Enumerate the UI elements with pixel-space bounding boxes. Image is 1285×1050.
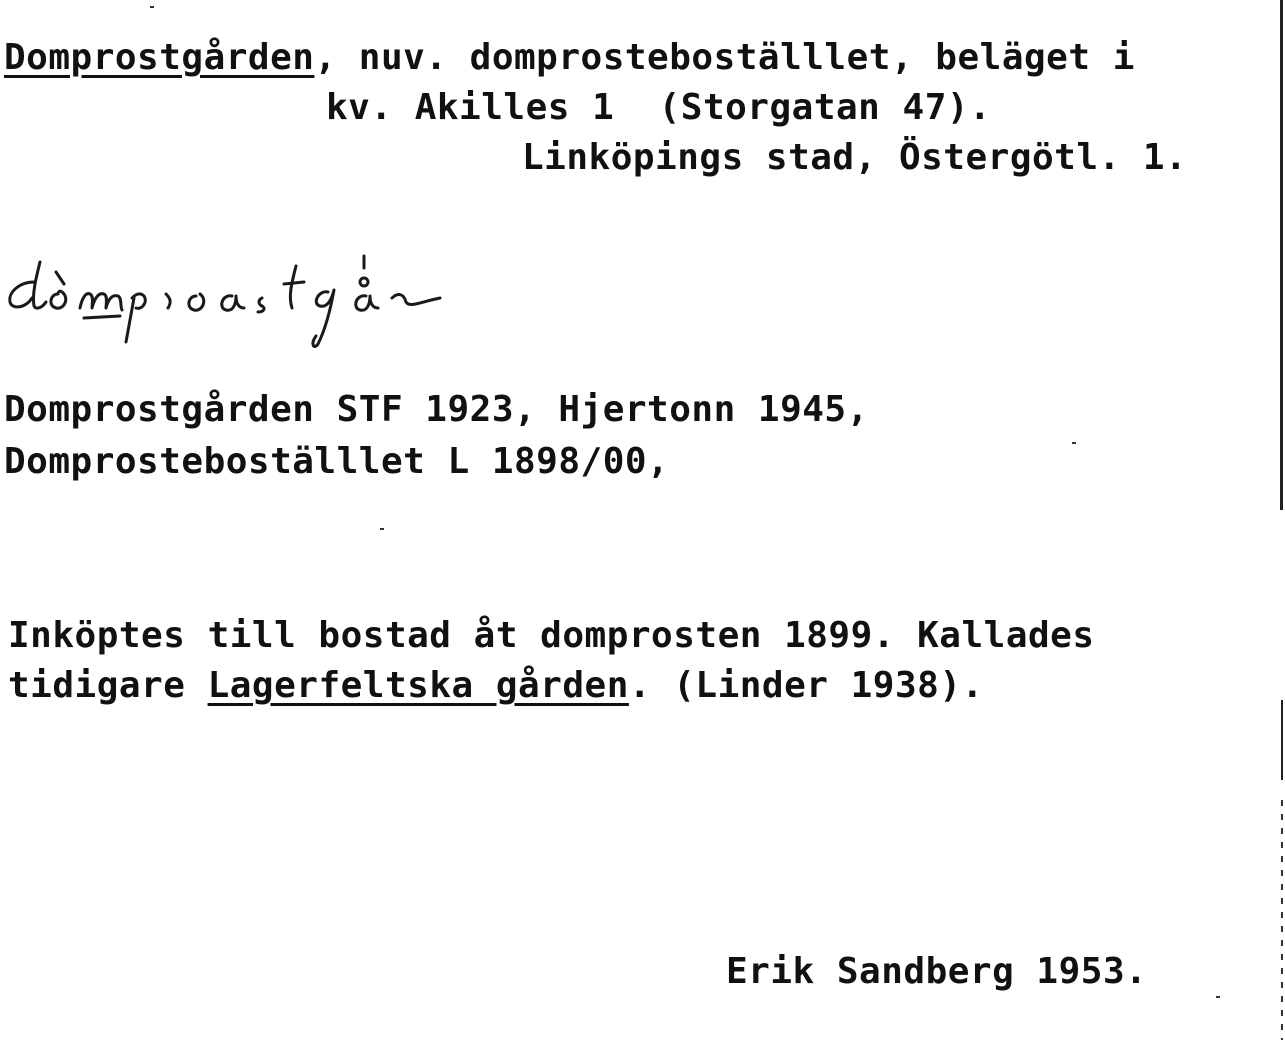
scan-speck — [380, 528, 384, 530]
former-name: Lagerfeltska gården — [207, 665, 629, 706]
note-text-before: tidigare — [8, 665, 208, 706]
card-title-line — [4, 36, 1135, 80]
scan-speck — [1216, 996, 1220, 998]
place-line: Linköpings stad, Östergötl. 1. — [522, 137, 1188, 178]
note-line-1: Inköptes till bostad åt domprosten 1899. Kallades — [8, 615, 1095, 656]
card-right-edge-lower — [1281, 700, 1283, 780]
handwritten-pronunciation-icon — [0, 232, 500, 362]
address-line: kv. Akilles 1 (Storgatan 47). — [326, 87, 992, 128]
note-citation: . (Linder 1938). — [628, 665, 984, 706]
source-line-1: Domprostgården STF 1923, Hjertonn 1945, — [4, 389, 869, 430]
headword: Domprostgården — [4, 37, 315, 78]
source-line-2: Domprosteboställlet L 1898/00, — [4, 441, 670, 482]
scan-speck — [1072, 442, 1076, 444]
card-right-edge — [1280, 0, 1283, 510]
note-line-2 — [8, 664, 984, 708]
scan-speck — [150, 6, 154, 8]
card-right-edge-dashed — [1281, 800, 1283, 1040]
author-signature: Erik Sandberg 1953. — [726, 951, 1148, 992]
title-description: , nuv. domprosteboställlet, beläget i — [314, 37, 1135, 78]
